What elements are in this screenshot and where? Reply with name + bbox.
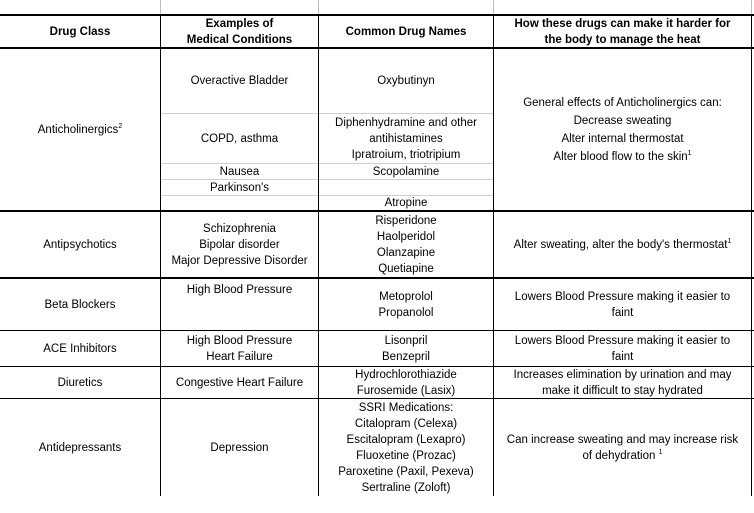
class-ace-inhibitors	[0, 331, 160, 366]
drugs-diuretics	[319, 367, 493, 398]
class-text: Antipsychotics	[43, 238, 117, 251]
class-beta-blockers	[0, 279, 160, 330]
header-examples-line1: Examples of	[205, 17, 274, 30]
effect-text: Lowers Blood Pressure making it easier to	[514, 334, 731, 347]
condition-text: Depression	[210, 441, 269, 454]
drug-text: Hydrochlorothiazide	[355, 368, 457, 381]
condition-text: Parkinson's	[209, 181, 270, 194]
drugs-beta-blockers	[319, 279, 493, 330]
drug-text: Metoprolol	[379, 290, 433, 303]
drugs-antipsychotics	[319, 212, 493, 277]
drug-antihistamines	[319, 114, 493, 163]
effect-text: General effects of Anticholinergics can:	[523, 96, 722, 109]
effect-text: Can increase sweating and may increase risk	[506, 433, 739, 446]
effects-ace-inhibitors	[494, 331, 751, 366]
header-effects	[494, 16, 751, 47]
condition-text: Overactive Bladder	[190, 75, 289, 87]
drug-text: Citalopram (Celexa)	[354, 417, 458, 430]
footnote-marker: 2	[118, 122, 123, 130]
effect-text: of dehydration	[582, 449, 656, 462]
drug-text: Escitalopram (Lexapro)	[346, 433, 466, 446]
drug-text: Scopolamine	[372, 165, 440, 178]
header-effects-line2: the body to manage the heat	[544, 33, 701, 46]
class-antidepressants	[0, 399, 160, 496]
footnote-marker: 1	[687, 149, 692, 157]
condition-parkinsons	[161, 180, 318, 195]
drugs-antidepressants	[319, 399, 493, 496]
drug-text: Diphenhydramine and other	[335, 116, 477, 129]
effect-text: make it difficult to stay hydrated	[542, 384, 703, 397]
drug-text: Quetiapine	[378, 262, 434, 275]
class-anticholinergics	[0, 49, 160, 210]
class-text: ACE Inhibitors	[43, 342, 117, 355]
drug-text: Propanolol	[378, 306, 434, 319]
conditions-antipsychotics	[161, 212, 318, 277]
effects-anticholinergics	[494, 49, 751, 210]
drug-text: Risperidone	[375, 214, 437, 227]
effect-text: Alter sweating, alter the body's thermostat	[513, 238, 728, 251]
top-gridline	[160, 0, 161, 14]
condition-text: Nausea	[219, 165, 260, 178]
drug-atropine	[319, 196, 493, 210]
drug-scopolamine	[319, 164, 493, 179]
condition-text: High Blood Pressure	[186, 284, 293, 296]
drug-oxybutinyn	[319, 49, 493, 113]
footnote-marker: 1	[727, 237, 732, 245]
header-common-names-text: Common Drug Names	[345, 25, 467, 38]
drug-text: Lisonpril	[384, 334, 428, 347]
effects-antipsychotics	[494, 212, 751, 277]
condition-text: Schizophrenia	[203, 222, 276, 235]
effects-antidepressants	[494, 399, 751, 496]
header-effects-line1: How these drugs can make it harder for	[514, 17, 731, 30]
condition-nausea	[161, 164, 318, 179]
effect-text: faint	[611, 306, 634, 319]
effects-diuretics	[494, 367, 751, 398]
class-text: Beta Blockers	[44, 298, 116, 311]
drug-text: Fluoxetine (Prozac)	[356, 449, 456, 462]
drug-text: Olanzapine	[376, 246, 436, 259]
drug-text: SSRI Medications:	[358, 401, 454, 414]
effect-text: faint	[611, 350, 634, 363]
drug-text: Haolperidol	[376, 230, 436, 243]
header-drug-class-text: Drug Class	[49, 25, 111, 38]
class-text: Antidepressants	[38, 441, 122, 454]
drug-text: Ipratroium, triotripium	[351, 148, 461, 161]
drug-text: Paroxetine (Paxil, Pexeva)	[338, 465, 474, 478]
effects-beta-blockers	[494, 279, 751, 330]
condition-beta-blockers	[161, 282, 318, 298]
effect-text: Alter internal thermostat	[561, 132, 684, 145]
footnote-marker: 1	[658, 448, 663, 456]
top-gridline	[318, 0, 319, 14]
class-anticholinergics-text: Anticholinergics	[37, 123, 119, 136]
header-examples	[161, 16, 318, 47]
drug-text: Oxybutinyn	[377, 75, 435, 87]
condition-text: Heart Failure	[206, 350, 273, 363]
condition-text: COPD, asthma	[200, 132, 279, 145]
effect-text: Lowers Blood Pressure making it easier to	[514, 290, 731, 303]
drug-text: Benzepril	[382, 350, 430, 363]
drug-text: antihistamines	[369, 132, 443, 145]
class-text: Diuretics	[57, 376, 103, 389]
header-drug-class	[0, 16, 160, 47]
effect-text: Alter blood flow to the skin	[553, 150, 688, 163]
drug-text: Atropine	[384, 197, 428, 209]
class-antipsychotics	[0, 212, 160, 277]
drug-text: Furosemide (Lasix)	[356, 384, 456, 397]
top-gridline	[493, 0, 494, 14]
top-gridline	[751, 0, 752, 14]
condition-overactive-bladder	[161, 49, 318, 113]
condition-text: High Blood Pressure	[186, 334, 293, 347]
condition-text: Major Depressive Disorder	[171, 254, 308, 267]
condition-diuretics	[161, 367, 318, 398]
effect-text: Increases elimination by urination and may	[513, 368, 732, 381]
condition-antidepressants	[161, 399, 318, 496]
condition-copd	[161, 114, 318, 163]
conditions-ace-inhibitors	[161, 331, 318, 366]
header-common-names	[319, 16, 493, 47]
drugs-ace-inhibitors	[319, 331, 493, 366]
header-examples-line2: Medical Conditions	[186, 33, 293, 46]
condition-text: Bipolar disorder	[199, 238, 280, 251]
effect-text: Decrease sweating	[573, 114, 672, 127]
condition-text: Congestive Heart Failure	[175, 376, 304, 389]
column-border	[751, 14, 752, 496]
class-diuretics	[0, 367, 160, 398]
drug-text: Sertraline (Zoloft)	[361, 481, 451, 494]
